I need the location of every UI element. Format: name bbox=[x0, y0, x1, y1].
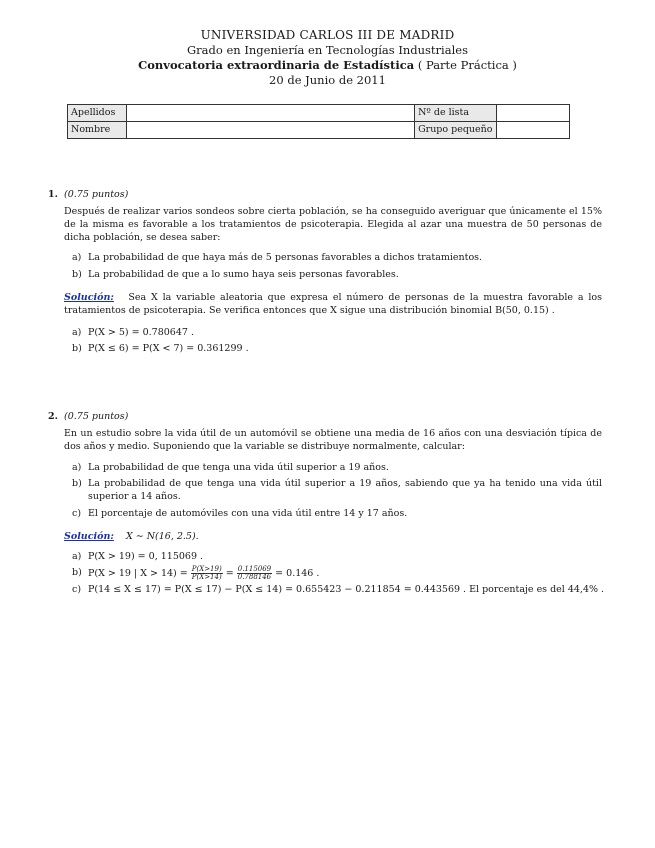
answer-lhs: P(X > 19 | X > 14) = bbox=[88, 568, 188, 579]
name-field[interactable] bbox=[127, 122, 415, 139]
item-label: b) bbox=[72, 269, 82, 280]
solution-label: Solución: bbox=[64, 531, 114, 542]
question-2-body bbox=[64, 427, 605, 596]
surname-field[interactable] bbox=[127, 105, 415, 122]
item-text: La probabilidad de que tenga una vida útil superior a 19 años. bbox=[88, 462, 389, 473]
degree-name: Grado en Ingeniería en Tecnologías Industriales bbox=[187, 43, 468, 57]
question-1-body bbox=[64, 205, 602, 355]
answer-text: P(14 ≤ X ≤ 17) = P(X ≤ 17) − P(X ≤ 14) = 0.655423 − 0.211854 = 0.443569 . El porcentaje es del 44,4% . bbox=[88, 584, 605, 595]
answer-label: b) bbox=[72, 343, 82, 354]
fraction-1-denominator: P(X>14) bbox=[191, 573, 222, 581]
question-1-points: (0.75 puntos) bbox=[64, 189, 129, 200]
answer-label: c) bbox=[72, 584, 82, 595]
answer-equals: = bbox=[225, 568, 234, 579]
list-number-field[interactable] bbox=[496, 105, 569, 122]
item-label: c) bbox=[72, 508, 82, 519]
question-2-answer-a bbox=[64, 550, 602, 563]
group-field[interactable] bbox=[496, 122, 569, 139]
answer-text: P(X > 5) = 0.780647 . bbox=[88, 327, 194, 338]
question-1-answer-b bbox=[64, 342, 602, 355]
item-label: a) bbox=[72, 462, 82, 473]
item-text: La probabilidad de que tenga una vida útil superior a 19 años, sabiendo que ya ha tenido una vida útil superior a 14 años. bbox=[88, 478, 602, 502]
exam-title-bold: Convocatoria extraordinaria de Estadística bbox=[138, 58, 415, 72]
question-2-solution bbox=[64, 530, 602, 543]
name-label: Nombre bbox=[68, 122, 127, 139]
surname-label: Apellidos bbox=[68, 105, 127, 122]
question-1-answer-a bbox=[64, 326, 602, 339]
exam-date: 20 de Junio de 2011 bbox=[269, 73, 386, 87]
fraction-2 bbox=[237, 566, 272, 581]
question-2-item-a bbox=[64, 461, 602, 474]
answer-rhs: = 0.146 . bbox=[275, 568, 320, 579]
item-text: La probabilidad de que haya más de 5 personas favorables a dichos tratamientos. bbox=[88, 252, 483, 263]
fraction-2-denominator: 0.788146 bbox=[237, 573, 272, 581]
question-2-answer-c bbox=[64, 583, 605, 596]
item-label: b) bbox=[72, 478, 82, 489]
question-2-answer-b bbox=[64, 566, 602, 581]
item-text: La probabilidad de que a lo sumo haya seis personas favorables. bbox=[88, 269, 399, 280]
question-1-item-a bbox=[64, 251, 602, 264]
question-2-item-b bbox=[64, 477, 602, 503]
item-label: a) bbox=[72, 252, 82, 263]
question-2-points: (0.75 puntos) bbox=[64, 411, 129, 422]
id-row-1 bbox=[68, 105, 570, 122]
fraction-2-numerator: 0.115069 bbox=[237, 565, 272, 573]
answer-label: a) bbox=[72, 551, 82, 562]
list-number-label: Nº de lista bbox=[415, 105, 497, 122]
fraction-1-numerator: P(X>19) bbox=[191, 565, 222, 573]
question-2-item-c bbox=[64, 507, 602, 520]
answer-label: a) bbox=[72, 327, 82, 338]
id-row-2 bbox=[68, 122, 570, 139]
question-1-solution bbox=[64, 291, 602, 317]
question-1-statement: Después de realizar varios sondeos sobre cierta población, se ha conseguido averiguar que únicamente el 15% de la misma es favorable a los tratamientos de psicoterapia. Elegida al azar una muestra de 50 personas de dicha población, se desea saber: bbox=[64, 206, 602, 243]
question-1-number: 1. bbox=[48, 189, 58, 200]
fraction-1 bbox=[191, 566, 223, 581]
answer-text: P(X > 19) = 0, 115069 . bbox=[88, 551, 204, 562]
group-label: Grupo pequeño bbox=[415, 122, 497, 139]
answer-text: P(X ≤ 6) = P(X < 7) = 0.361299 . bbox=[88, 343, 249, 354]
question-2-number: 2. bbox=[48, 411, 58, 422]
student-id-table bbox=[67, 104, 570, 139]
university-name: UNIVERSIDAD CARLOS III DE MADRID bbox=[200, 28, 455, 42]
question-2-statement: En un estudio sobre la vida útil de un automóvil se obtiene una media de 16 años con una desviación típica de dos años y medio. Suponiendo que la variable se distribuye normalmente, calcular: bbox=[64, 428, 602, 452]
solution-text: X ∼ N(16, 2.5). bbox=[125, 531, 199, 542]
solution-label: Solución: bbox=[64, 292, 114, 303]
answer-label: b) bbox=[72, 567, 82, 578]
item-text: El porcentaje de automóviles con una vida útil entre 14 y 17 años. bbox=[88, 508, 408, 519]
question-1-item-b bbox=[64, 268, 602, 281]
exam-header bbox=[0, 28, 655, 88]
exam-title-part: ( Parte Práctica ) bbox=[414, 58, 517, 72]
exam-title bbox=[0, 58, 655, 73]
solution-text: Sea X la variable aleatoria que expresa el número de personas de la muestra favorable a los tratamientos de psicoterapia. Se verifica entonces que X sigue una distribución binomial B(50, 0.15) . bbox=[64, 292, 603, 316]
